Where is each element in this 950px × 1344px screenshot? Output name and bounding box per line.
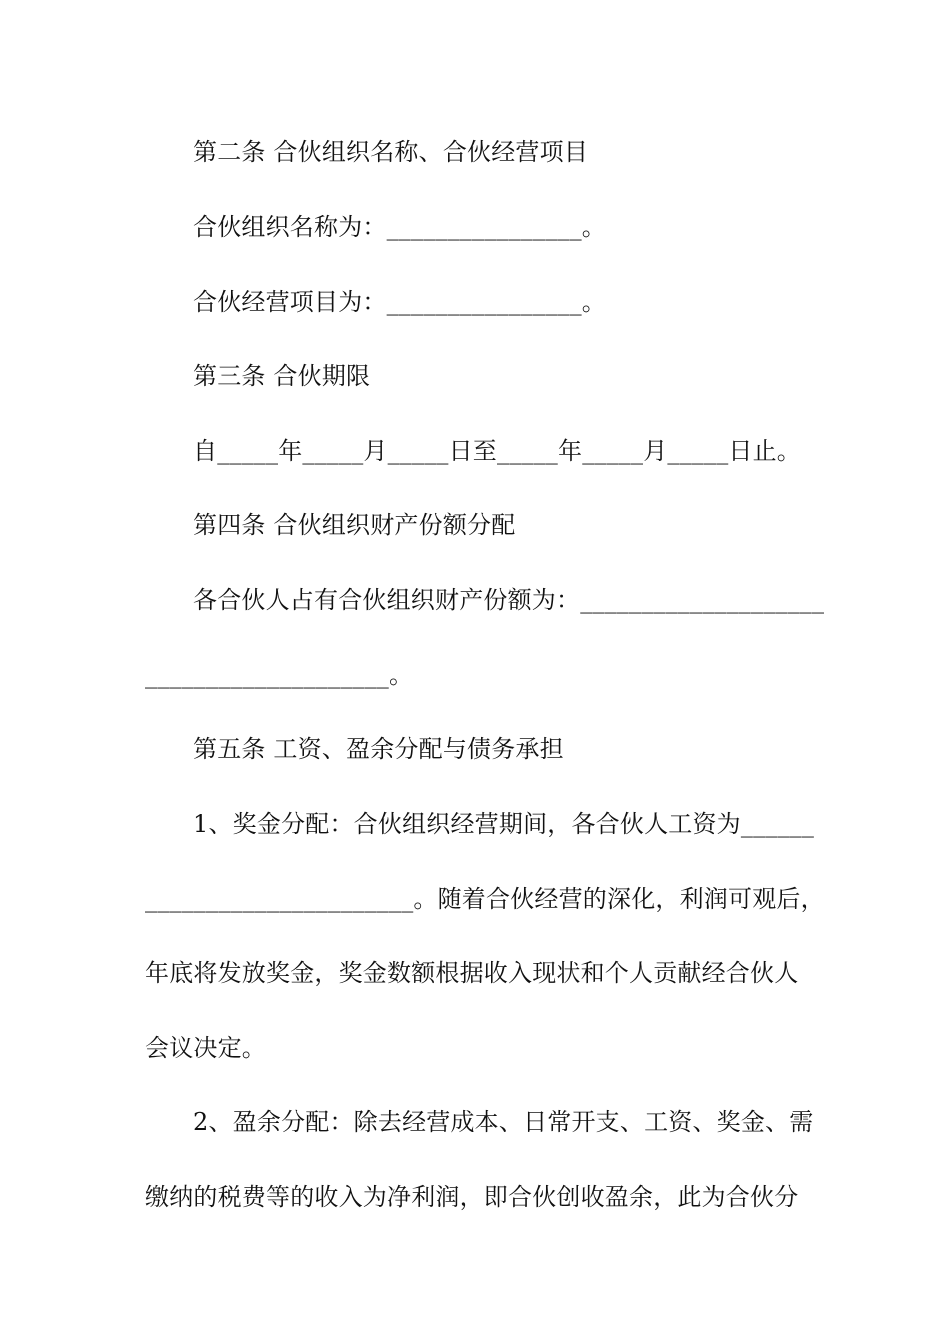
bonus-paragraph-line-1: 1、奖金分配：合伙组织经营期间，各合伙人工资为______ [193,810,815,838]
article-4-heading: 第四条 合伙组织财产份额分配 [193,511,516,539]
article-2-heading: 第二条 合伙组织名称、合伙经营项目 [193,138,589,166]
partnership-name-line: 合伙组织名称为：________________。 [193,213,606,241]
property-share-line: 各合伙人占有合伙组织财产份额为：____________________ [193,586,825,614]
article-3-heading: 第三条 合伙期限 [193,362,371,390]
bonus-paragraph-line-4: 会议决定。 [145,1034,266,1062]
surplus-paragraph-line-2: 缴纳的税费等的收入为净利润，即合伙创收盈余，此为合伙分 [145,1183,799,1211]
property-share-line-cont: ____________________。 [145,661,414,689]
surplus-paragraph-line-1: 2、盈余分配：除去经营成本、日常开支、工资、奖金、需 [193,1108,814,1136]
article-5-heading: 第五条 工资、盈余分配与债务承担 [193,735,564,763]
bonus-paragraph-line-3: 年底将发放奖金，奖金数额根据收入现状和个人贡献经合伙人 [145,959,799,987]
business-scope-line: 合伙经营项目为：________________。 [193,288,606,316]
term-line: 自_____年_____月_____日至_____年_____月_____日止。 [193,437,801,465]
bonus-paragraph-line-2: ______________________。随着合伙经营的深化，利润可观后， [145,885,825,913]
